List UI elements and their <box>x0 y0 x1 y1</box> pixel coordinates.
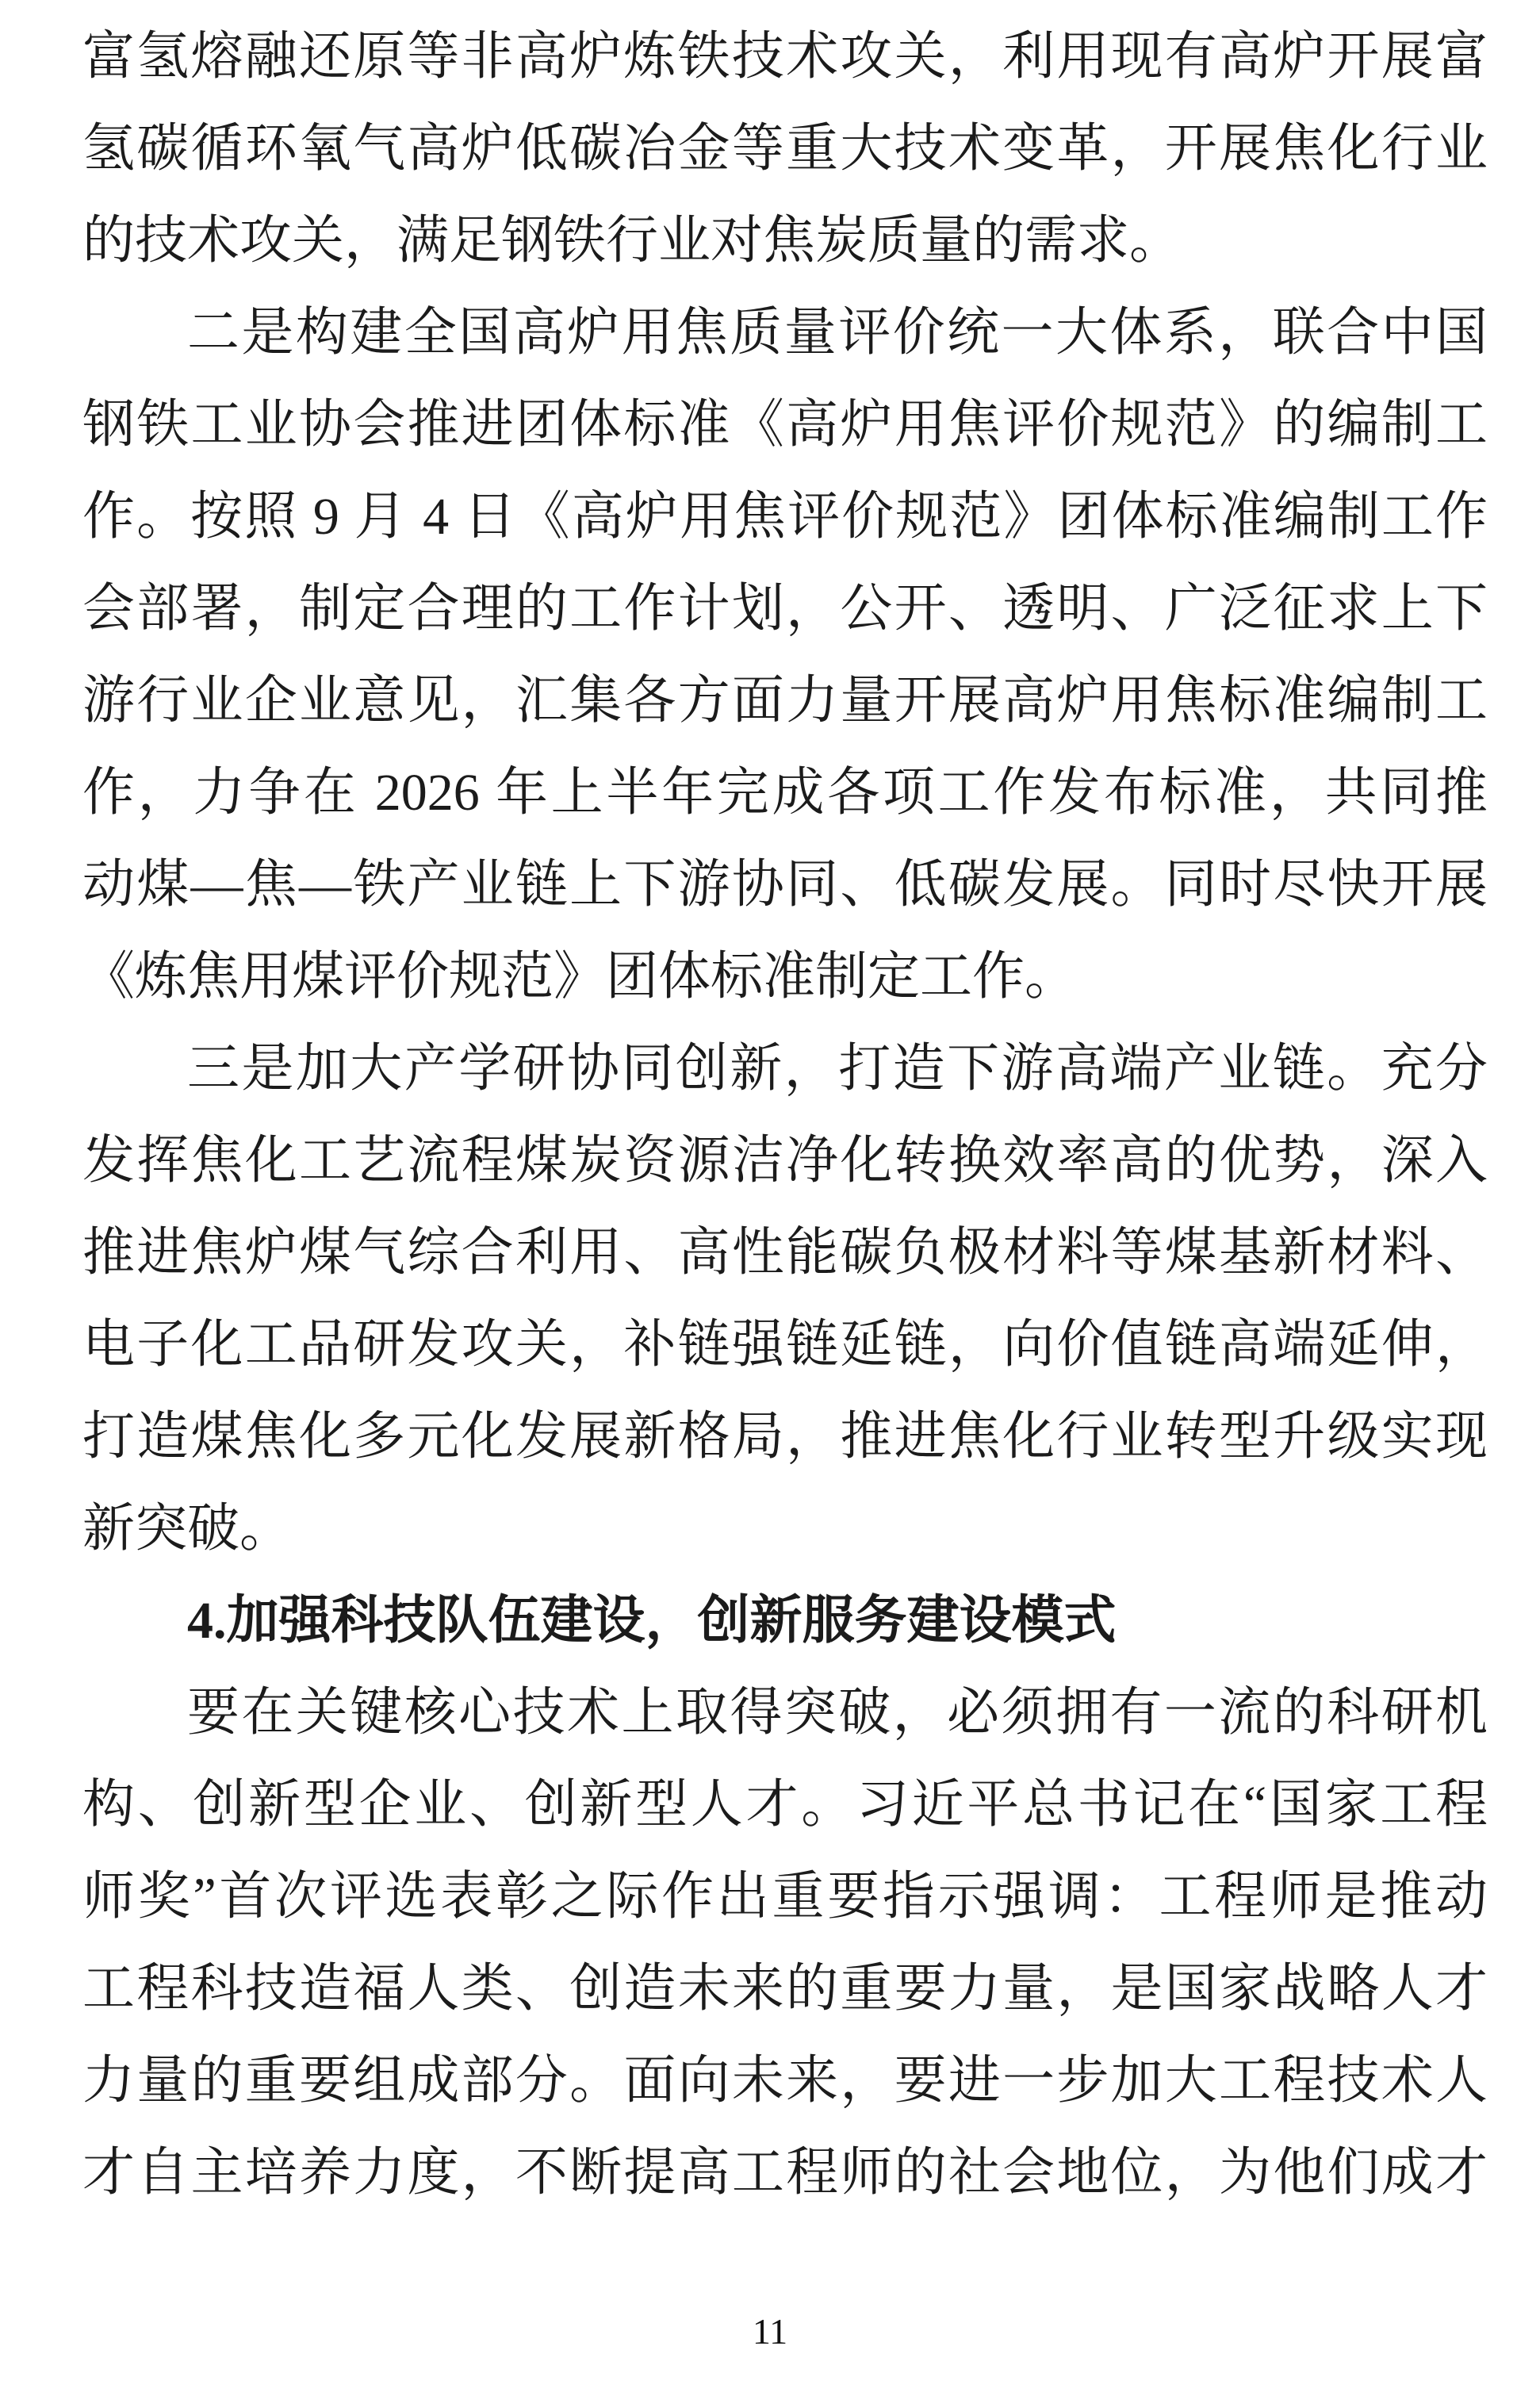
text-line: 推进焦炉煤气综合利用、高性能碳负极材料等煤基新材料、 <box>82 1224 1488 1282</box>
section-heading: 4.加强科技队伍建设，创新服务建设模式 <box>187 1592 1117 1650</box>
text-line: 游行业企业意见，汇集各方面力量开展高炉用焦标准编制工 <box>82 672 1488 730</box>
text-line: 的技术攻关，满足钢铁行业对焦炭质量的需求。 <box>82 212 1182 270</box>
text-line: 《炼焦用煤评价规范》团体标准制定工作。 <box>82 948 1077 1006</box>
text-line: 氢碳循环氧气高炉低碳冶金等重大技术变革，开展焦化行业 <box>82 120 1488 178</box>
text-line: 作。按照 9 月 4 日《高炉用焦评价规范》团体标准编制工作 <box>82 488 1488 546</box>
text-line: 打造煤焦化多元化发展新格局，推进焦化行业转型升级实现 <box>82 1408 1488 1466</box>
text-line: 工程科技造福人类、创造未来的重要力量，是国家战略人才 <box>82 1960 1488 2018</box>
text-line: 构、创新型企业、创新型人才。习近平总书记在“国家工程 <box>82 1776 1488 1834</box>
text-line: 要在关键核心技术上取得突破，必须拥有一流的科研机 <box>187 1684 1488 1742</box>
text-line: 力量的重要组成部分。面向未来，要进一步加大工程技术人 <box>82 2052 1488 2110</box>
text-line: 才自主培养力度，不断提高工程师的社会地位，为他们成才 <box>82 2144 1488 2202</box>
text-line: 动煤—焦—铁产业链上下游协同、低碳发展。同时尽快开展 <box>82 856 1488 914</box>
text-block <box>82 11 1488 2219</box>
text-line: 新突破。 <box>82 1500 292 1558</box>
text-line: 二是构建全国高炉用焦质量评价统一大体系，联合中国 <box>187 304 1488 362</box>
text-line: 三是加大产学研协同创新，打造下游高端产业链。充分 <box>187 1040 1488 1098</box>
page-number: 11 <box>752 2311 788 2352</box>
text-line: 作，力争在 2026 年上半年完成各项工作发布标准，共同推 <box>82 764 1488 822</box>
text-line: 发挥焦化工艺流程煤炭资源洁净化转换效率高的优势，深入 <box>82 1132 1488 1190</box>
text-line: 富氢熔融还原等非高炉炼铁技术攻关，利用现有高炉开展富 <box>82 28 1488 86</box>
text-line: 会部署，制定合理的工作计划，公开、透明、广泛征求上下 <box>82 580 1488 638</box>
text-line: 电子化工品研发攻关，补链强链延链，向价值链高端延伸， <box>82 1316 1488 1374</box>
text-line: 师奖”首次评选表彰之际作出重要指示强调：工程师是推动 <box>82 1868 1488 1926</box>
text-line: 钢铁工业协会推进团体标准《高炉用焦评价规范》的编制工 <box>82 396 1488 454</box>
